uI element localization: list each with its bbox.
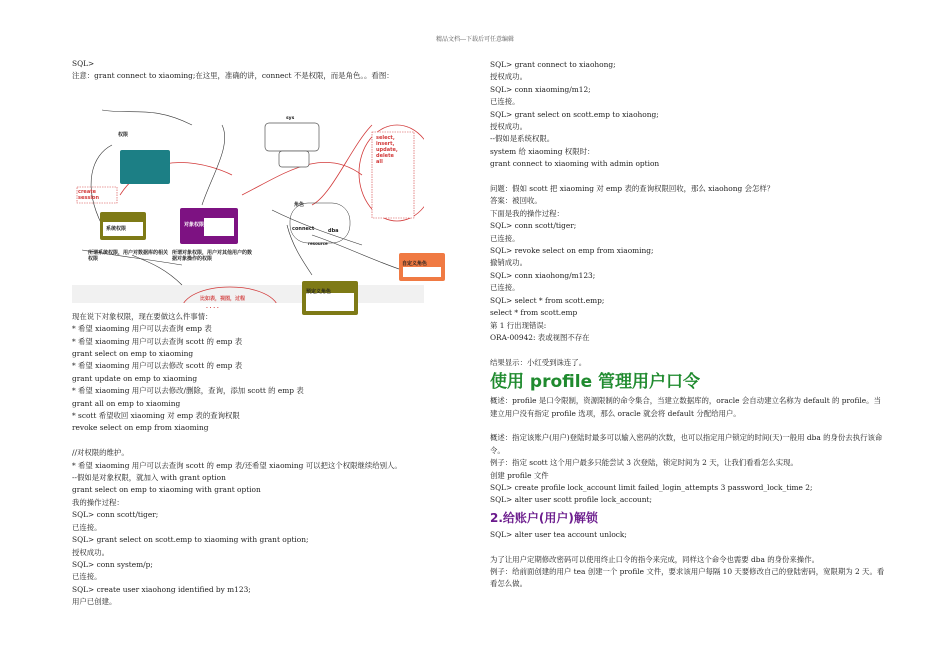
text-line: 例子：给前面创建的用户 tea 创建一个 profile 文件，要求该用户每隔 10 天要修改自己的登陆密码，宽限期为 2 天。看看怎么做。 [490, 566, 885, 589]
text-line: 结果显示：小红受到诛连了。 [490, 357, 587, 367]
blank-line [490, 344, 885, 356]
sys-box [265, 123, 319, 151]
text-line: grant update on emp to xiaoming [72, 373, 198, 383]
text-line: select * from scott.emp [490, 308, 578, 318]
blank-line [490, 171, 885, 183]
connect-label: connect [292, 225, 315, 232]
system-priv-desc: 所谓系统权限，用户对数据库的相关权限 [88, 249, 169, 262]
text-line: --假如是系统权限。 [490, 134, 555, 144]
right-text-1 [490, 59, 885, 369]
unlock-heading: 2.给账户(用户)解锁 [490, 510, 598, 525]
object-priv-label: 对象权限 [184, 221, 205, 228]
text-line: SQL> conn system/p; [72, 559, 153, 569]
text-line: 已连接。 [72, 572, 102, 582]
text-line: SQL> conn scott/tiger; [72, 510, 159, 520]
operation-item: delete [376, 152, 394, 159]
text-line: SQL> conn xiaoming/m12; [490, 84, 591, 94]
text-line: SQL> conn xiaohong/m123; [490, 270, 596, 280]
text-line: SQL> grant select on scott.emp to xiaohong; [490, 109, 659, 119]
text-line: 现在说下对象权限，现在要做这么件事情： [72, 311, 213, 321]
text-line: 已连接。 [490, 97, 520, 107]
text-line: SQL> alter user scott profile lock_account; [490, 495, 653, 505]
text-line: 用户已创建。 [72, 597, 117, 607]
sys-base [279, 151, 309, 167]
left-column [72, 58, 428, 609]
text-line: 授权成功。 [490, 72, 527, 82]
page-header: 精品文档---下载后可任意编辑 [435, 36, 515, 43]
diagram-bottom-band [72, 285, 424, 303]
text-line: ORA-00942: 表或视图不存在 [490, 332, 590, 342]
role-label: 角色 [294, 201, 305, 208]
text-line: * 希望 xiaoming 用户可以去修改 scott 的 emp 表 [72, 361, 243, 371]
text-line: SQL> grant select on scott.emp to xiaoming with grant option; [72, 535, 309, 545]
text-line: 授权成功。 [490, 122, 527, 132]
text-line: grant select on emp to xiaoming with grant option [72, 485, 261, 495]
text-line: 下面是我的操作过程： [490, 208, 564, 218]
dba-label: dba [328, 227, 339, 234]
profile-heading: 使用 profile 管理用户口令 [490, 372, 701, 393]
text-line: 概述：指定该账户(用户)登陆时最多可以输入密码的次数，也可以指定用户锁定的时间(天)一般用 dba 的身份去执行该命令。 [490, 433, 883, 455]
text-line: 我的操作过程： [72, 497, 124, 507]
text-line: * 希望 xiaoming 用户可以去查询 scott 的 emp 表/还希望 xiaoming 可以把这个权限继续给别人。 [72, 460, 402, 470]
object-priv-desc: 所谓对象权限，用户对其他用户的数据对象操作的权限 [172, 249, 253, 262]
diagram-strokes [72, 85, 424, 303]
right-text-2 [490, 420, 885, 507]
predefined-role-label: 预定义角色 [306, 288, 332, 295]
text-line: 答案：被回收。 [490, 196, 542, 206]
text-line: system 给 xiaoming 权限时： [490, 146, 595, 156]
system-priv-label: 系统权限 [106, 225, 127, 232]
profile-overview: 概述：profile 是口令限制，资源限制的命令集合，当建立数据库的，oracle 会自动建立名称为 default 的 profile。当建立用户没有指定 profile 选项，那么 oracle 就会将 default 分配给用户。 [490, 396, 881, 418]
text-line: 撤销成功。 [490, 258, 527, 268]
text-line: 第 1 行出现错误: [490, 320, 547, 330]
text-line: grant connect to xiaoming with admin option [490, 159, 660, 169]
text-line: 问题：假如 scott 把 xiaoming 对 emp 表的查询权限回收，那么 xiaohong 会怎样？ [490, 184, 775, 194]
text-line: SQL> revoke select on emp from xiaoming; [490, 246, 654, 256]
operation-item: update, [376, 146, 398, 153]
text-line: 授权成功。 [72, 547, 109, 557]
text-line: * 希望 xiaoming 用户可以去修改/删除，查询，添加 scott 的 emp 表 [72, 386, 304, 396]
text-line: SQL> create user xiaohong identified by m123; [72, 584, 251, 594]
resource-label: resource [308, 240, 328, 246]
operation-item: select, [376, 134, 395, 141]
text-line: --假如是对象权限，就加入 with grant option [72, 473, 226, 483]
right-text-3 [490, 529, 885, 591]
text-line: 已连接。 [72, 522, 102, 532]
text-line: //对权限的维护。 [72, 448, 129, 458]
operation-item: all [376, 158, 383, 165]
privilege-label: 权限 [118, 131, 129, 138]
text-line: SQL> [72, 59, 95, 68]
right-column [490, 59, 885, 591]
text-line: SQL> create profile lock_account limit failed_login_attempts 3 password_lock_time 2; [490, 482, 813, 492]
text-line: 已连接。 [490, 233, 520, 243]
object-examples-label: 比如表，视图，过程 [200, 295, 246, 302]
left-text-before [72, 58, 417, 83]
text-line: 例子：指定 scott 这个用户最多只能尝试 3 次登陆，锁定时间为 2 天，让我们看看怎么实现。 [490, 458, 798, 468]
text-line: * 希望 xiaoming 用户可以去查询 scott 的 emp 表 [72, 336, 243, 346]
text-line: 已连接。 [490, 283, 520, 293]
object-dots: . . . . [206, 303, 219, 310]
text-line: * scott 希望收回 xiaoming 对 emp 表的查询权限 [72, 411, 240, 421]
privilege-block [120, 150, 170, 184]
operations-list [376, 135, 398, 165]
text-line: SQL> select * from scott.emp; [490, 295, 605, 305]
blank-line [490, 420, 885, 432]
blank-line [490, 541, 885, 553]
operation-item: insert, [376, 140, 395, 147]
custom-role-label: 自定义角色 [402, 260, 428, 267]
text-line: revoke select on emp from xiaoming [72, 423, 209, 433]
text-line: 注意：grant connect to xiaoming;在这里，准确的讲，connect 不是权限，而是角色。。看图： [72, 71, 394, 81]
left-text-after [72, 311, 417, 609]
text-line: SQL> conn scott/tiger; [490, 221, 577, 231]
text-line: SQL> grant connect to xiaohong; [490, 60, 616, 69]
blank-line [72, 435, 417, 447]
text-line: grant all on emp to xiaoming [72, 398, 181, 408]
sys-label: sys [286, 115, 295, 121]
privilege-diagram [72, 85, 428, 310]
text-line: 创建 profile 文件 [490, 470, 549, 480]
text-line: 为了让用户定期修改密码可以使用终止口令的指令来完成，同样这个命令也需要 dba 的身份来操作。 [490, 554, 819, 564]
text-line: grant select on emp to xiaoming [72, 349, 194, 359]
create-session-label: create session [78, 188, 100, 201]
text-line: SQL> alter user tea account unlock; [490, 529, 627, 539]
text-line: * 希望 xiaoming 用户可以去查询 emp 表 [72, 324, 212, 334]
